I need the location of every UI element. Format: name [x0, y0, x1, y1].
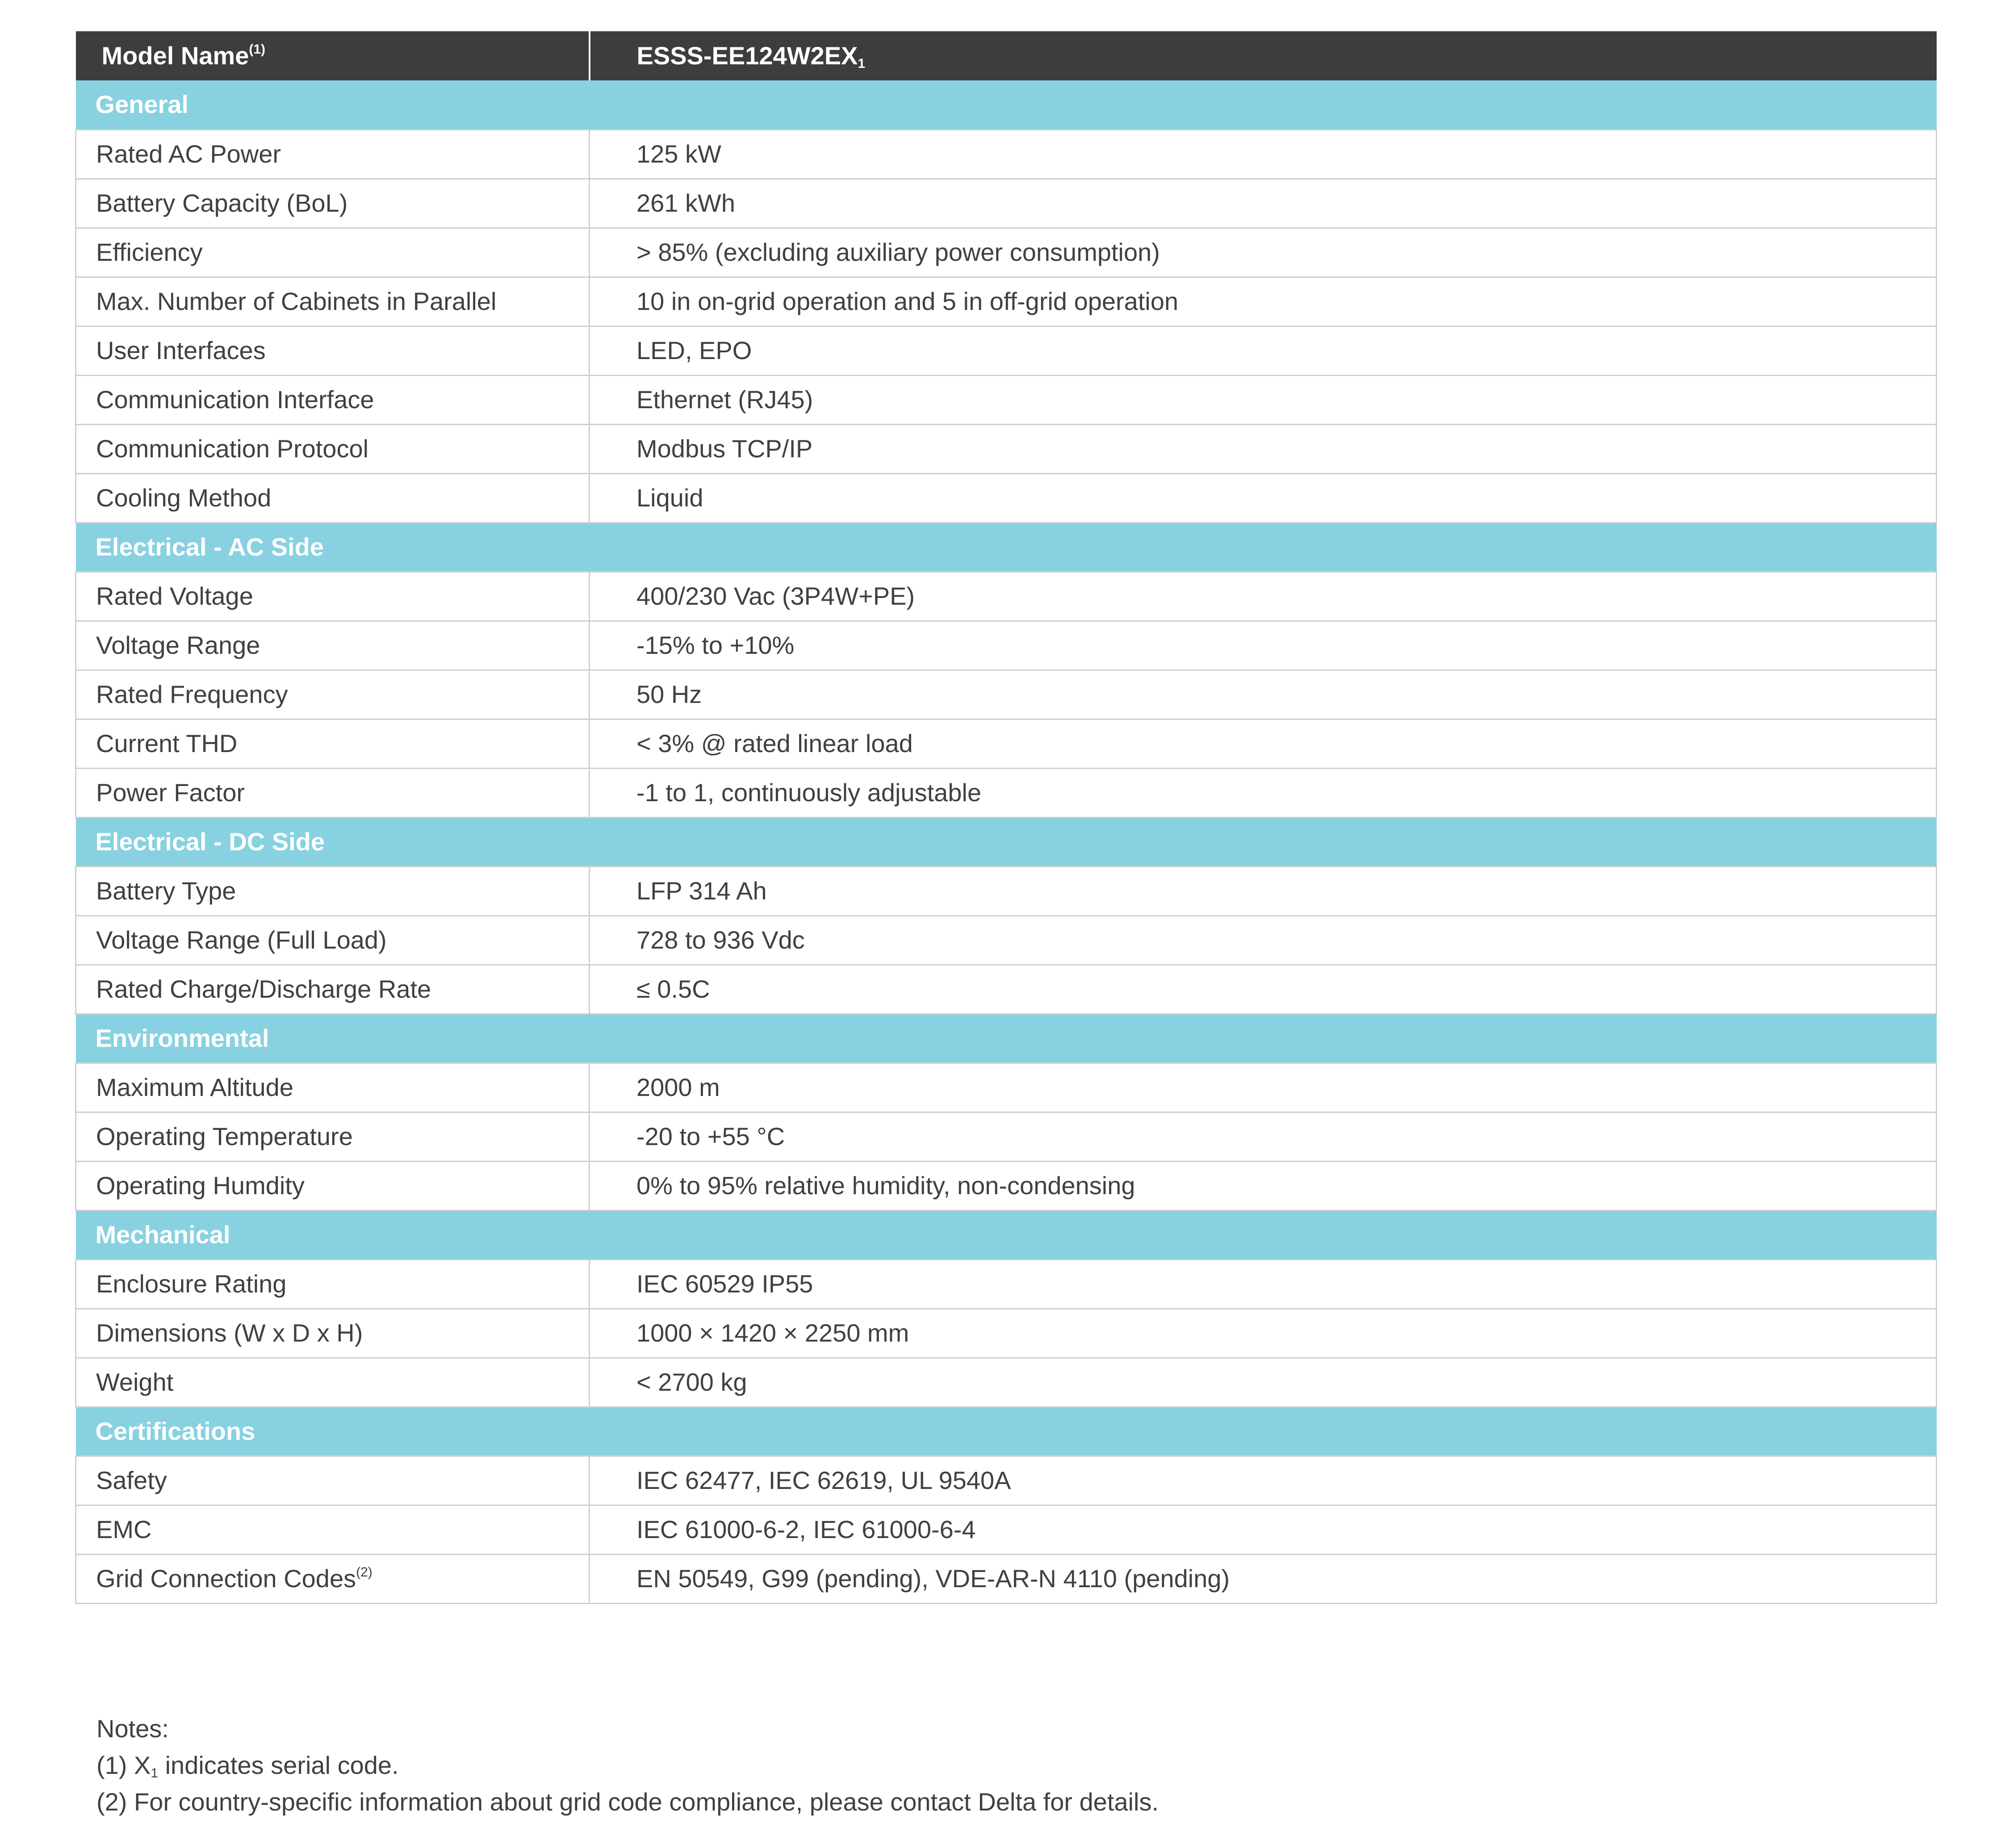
spec-label	[76, 424, 590, 473]
spec-label	[76, 965, 590, 1014]
table-row	[76, 916, 1937, 965]
table-row	[76, 1309, 1937, 1358]
spec-table-body	[76, 31, 1937, 1603]
spec-label	[76, 1259, 590, 1309]
spec-label-text: Operating Temperature	[96, 1122, 353, 1150]
spec-label-text: Rated Voltage	[96, 582, 253, 610]
note-1-suffix: indicates serial code.	[158, 1751, 399, 1779]
spec-label-text: User Interfaces	[96, 336, 266, 364]
section-header-row	[76, 80, 1937, 130]
section-title: Electrical - AC Side	[76, 523, 1937, 572]
table-row	[76, 1505, 1937, 1554]
note-1-subscript: 1	[151, 1766, 159, 1781]
spec-label	[76, 670, 590, 719]
table-row	[76, 1358, 1937, 1407]
section-header-row	[76, 1210, 1937, 1259]
spec-label	[76, 179, 590, 228]
spec-label	[76, 473, 590, 523]
table-row	[76, 768, 1937, 817]
table-row	[76, 719, 1937, 768]
spec-value: 125 kW	[590, 130, 1937, 179]
section-header-row	[76, 523, 1937, 572]
table-row	[76, 375, 1937, 424]
table-row	[76, 965, 1937, 1014]
section-title: Mechanical	[76, 1210, 1937, 1259]
spec-value: LFP 314 Ah	[590, 866, 1937, 916]
spec-label	[76, 1505, 590, 1554]
spec-label	[76, 866, 590, 916]
spec-label	[76, 1063, 590, 1112]
spec-value: LED, EPO	[590, 326, 1937, 375]
table-row	[76, 621, 1937, 670]
section-header-row	[76, 1407, 1937, 1456]
spec-label	[76, 277, 590, 326]
spec-label	[76, 326, 590, 375]
spec-label-text: Weight	[96, 1368, 174, 1396]
spec-label-text: Battery Type	[96, 877, 236, 905]
table-row	[76, 1112, 1937, 1161]
section-title: Environmental	[76, 1014, 1937, 1063]
spec-value: < 3% @ rated linear load	[590, 719, 1937, 768]
spec-value: -1 to 1, continuously adjustable	[590, 768, 1937, 817]
spec-value: 10 in on-grid operation and 5 in off-grid operation	[590, 277, 1937, 326]
spec-label-text: Grid Connection Codes	[96, 1564, 356, 1593]
model-value: ESSS-EE124W2EX	[636, 42, 858, 70]
spec-label	[76, 1161, 590, 1210]
model-name-header	[76, 31, 590, 80]
table-row	[76, 179, 1937, 228]
spec-value: 1000 × 1420 × 2250 mm	[590, 1309, 1937, 1358]
section-title: Electrical - DC Side	[76, 817, 1937, 866]
spec-label-footnote-ref: (2)	[356, 1565, 373, 1580]
spec-label-text: Rated Frequency	[96, 680, 288, 708]
notes-title: Notes:	[96, 1714, 169, 1743]
spec-value: 2000 m	[590, 1063, 1937, 1112]
spec-value: 261 kWh	[590, 179, 1937, 228]
spec-label	[76, 719, 590, 768]
model-name-footnote-ref: (1)	[249, 42, 266, 57]
section-header-row	[76, 817, 1937, 866]
spec-label-text: Rated AC Power	[96, 140, 281, 168]
table-row	[76, 670, 1937, 719]
spec-value: 728 to 936 Vdc	[590, 916, 1937, 965]
spec-label	[76, 228, 590, 277]
spec-value: IEC 61000-6-2, IEC 61000-6-4	[590, 1505, 1937, 1554]
spec-value: Modbus TCP/IP	[590, 424, 1937, 473]
spec-label-text: Cooling Method	[96, 484, 272, 512]
spec-label-text: Efficiency	[96, 238, 203, 266]
spec-value: IEC 62477, IEC 62619, UL 9540A	[590, 1456, 1937, 1505]
table-row	[76, 1063, 1937, 1112]
table-row	[76, 1259, 1937, 1309]
spec-label-text: Communication Protocol	[96, 435, 369, 463]
spec-value: Liquid	[590, 473, 1937, 523]
spec-label-text: Current THD	[96, 729, 238, 757]
spec-value: -20 to +55 °C	[590, 1112, 1937, 1161]
spec-label-text: Communication Interface	[96, 385, 374, 414]
spec-label-text: EMC	[96, 1515, 152, 1543]
spec-value: IEC 60529 IP55	[590, 1259, 1937, 1309]
spec-label-text: Power Factor	[96, 778, 245, 807]
spec-label	[76, 1456, 590, 1505]
table-row	[76, 277, 1937, 326]
spec-label-text: Enclosure Rating	[96, 1270, 287, 1298]
spec-label	[76, 1554, 590, 1603]
spec-label	[76, 1358, 590, 1407]
spec-label-text: Rated Charge/Discharge Rate	[96, 975, 431, 1003]
spec-value: 0% to 95% relative humidity, non-condensing	[590, 1161, 1937, 1210]
model-value-header	[590, 31, 1937, 80]
spec-value: ≤ 0.5C	[590, 965, 1937, 1014]
spec-label	[76, 916, 590, 965]
spec-label-text: Battery Capacity (BoL)	[96, 189, 348, 217]
table-row	[76, 1554, 1937, 1603]
spec-value: < 2700 kg	[590, 1358, 1937, 1407]
table-row	[76, 473, 1937, 523]
section-title: General	[76, 80, 1937, 130]
spec-label-text: Voltage Range	[96, 631, 260, 659]
spec-label	[76, 1309, 590, 1358]
note-1-prefix: (1) X	[96, 1751, 151, 1779]
spec-label	[76, 768, 590, 817]
spec-label	[76, 572, 590, 621]
table-row	[76, 228, 1937, 277]
spec-label	[76, 621, 590, 670]
model-value-subscript: 1	[858, 56, 866, 71]
spec-value: > 85% (excluding auxiliary power consumption)	[590, 228, 1937, 277]
spec-value: EN 50549, G99 (pending), VDE-AR-N 4110 (pending)	[590, 1554, 1937, 1603]
spec-label-text: Voltage Range (Full Load)	[96, 926, 387, 954]
spec-label-text: Dimensions (W x D x H)	[96, 1319, 363, 1347]
section-header-row	[76, 1014, 1937, 1063]
table-row	[76, 572, 1937, 621]
table-row	[76, 1456, 1937, 1505]
table-row	[76, 326, 1937, 375]
spec-label	[76, 375, 590, 424]
table-row	[76, 424, 1937, 473]
table-header-row	[76, 31, 1937, 80]
spec-value: 400/230 Vac (3P4W+PE)	[590, 572, 1937, 621]
spec-label-text: Safety	[96, 1466, 167, 1494]
spec-value: 50 Hz	[590, 670, 1937, 719]
spec-value: -15% to +10%	[590, 621, 1937, 670]
spec-label-text: Max. Number of Cabinets in Parallel	[96, 287, 497, 315]
spec-label-text: Maximum Altitude	[96, 1073, 293, 1101]
model-name-label: Model Name	[101, 42, 249, 70]
note-1	[96, 1747, 1159, 1784]
spec-value: Ethernet (RJ45)	[590, 375, 1937, 424]
spec-table	[75, 31, 1937, 1604]
notes	[96, 1710, 1159, 1820]
spec-label	[76, 1112, 590, 1161]
spec-label-text: Operating Humdity	[96, 1171, 305, 1200]
section-title: Certifications	[76, 1407, 1937, 1456]
note-2: (2) For country-specific information about grid code compliance, please contact Delta for details.	[96, 1788, 1159, 1816]
table-row	[76, 866, 1937, 916]
table-row	[76, 1161, 1937, 1210]
spec-label	[76, 130, 590, 179]
table-row	[76, 130, 1937, 179]
